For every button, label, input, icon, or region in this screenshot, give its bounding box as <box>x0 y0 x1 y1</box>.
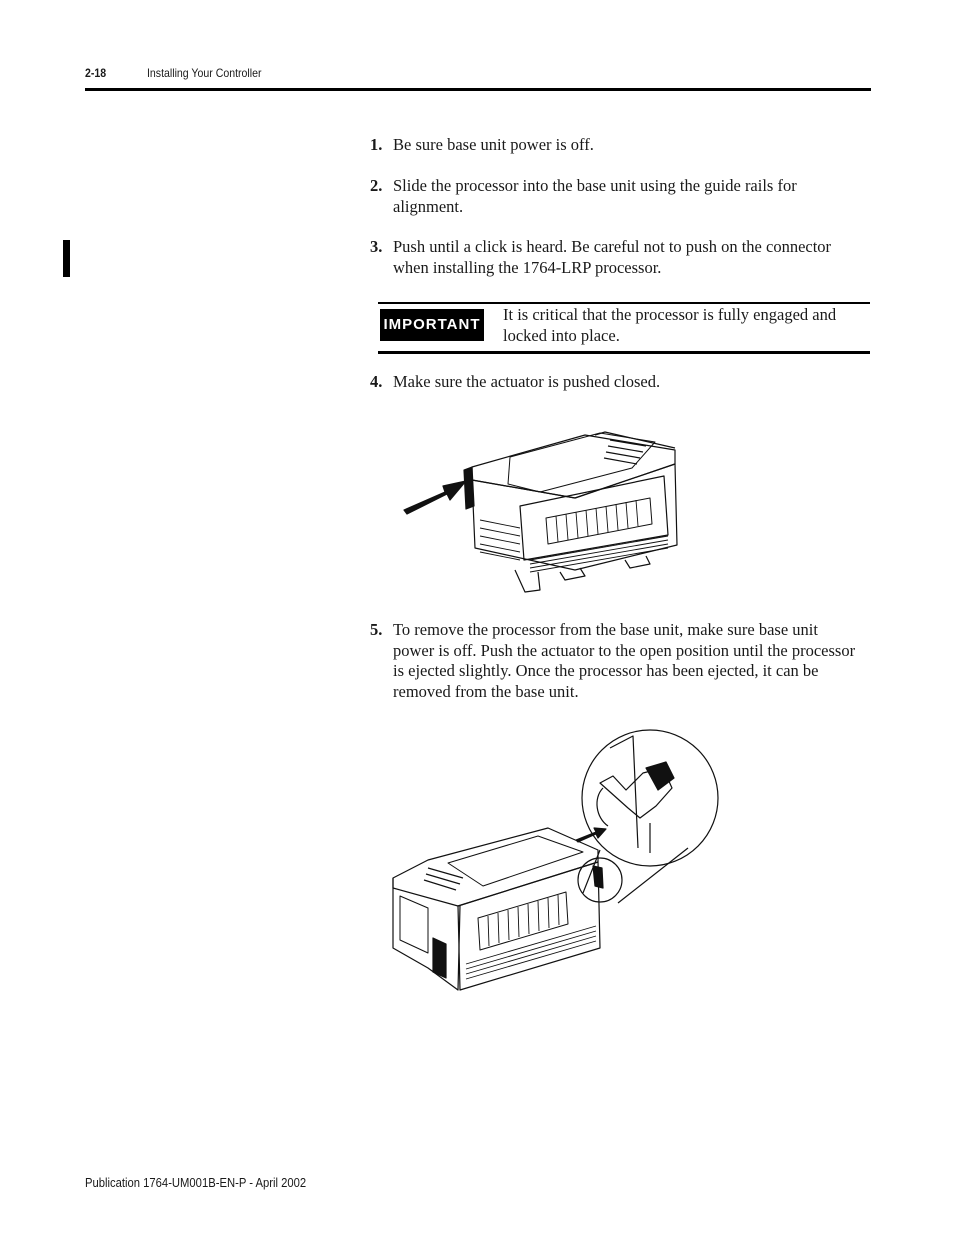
step-4 <box>370 372 860 393</box>
important-note <box>378 302 870 354</box>
step-3 <box>370 237 860 278</box>
note-top-rule <box>378 302 870 304</box>
step-number: 1. <box>370 135 383 154</box>
step-text: Be sure base unit power is off. <box>393 135 594 154</box>
step-text: Make sure the actuator is pushed closed. <box>393 372 661 391</box>
step-text: To remove the processor from the base unit, make sure base unit power is off. Push the actuator to the open position until the processor is ejected slightly. Once the processor has been ejected, it can be removed from the base unit. <box>393 620 856 701</box>
step-number: 2. <box>370 176 383 195</box>
step-text: Push until a click is heard. Be careful not to push on the connector when installing the 1764-LRP processor. <box>393 237 832 277</box>
arrow-icon <box>404 481 466 514</box>
step-number: 3. <box>370 237 383 256</box>
step-1 <box>370 135 860 156</box>
page-header <box>85 66 871 92</box>
note-bottom-rule <box>378 351 870 354</box>
arrow-icon <box>576 828 606 842</box>
page-footer: Publication 1764-UM001B-EN-P - April 2002 <box>85 1176 307 1190</box>
figure-actuator-open <box>388 728 723 996</box>
controller-removal-illustration <box>388 728 723 996</box>
section-title: Installing Your Controller <box>147 66 262 80</box>
controller-illustration <box>400 420 685 598</box>
figure-actuator-closed <box>400 420 685 598</box>
step-number: 5. <box>370 620 383 639</box>
step-text: Slide the processor into the base unit using the guide rails for alignment. <box>393 176 797 216</box>
important-label: IMPORTANT <box>380 309 484 341</box>
header-rule <box>85 88 871 91</box>
step-5 <box>370 620 860 702</box>
step-number: 4. <box>370 372 383 391</box>
important-text: It is critical that the processor is fully engaged and locked into place. <box>503 305 837 345</box>
page-number: 2-18 <box>85 66 107 80</box>
revision-change-bar <box>63 240 70 277</box>
step-2 <box>370 176 860 217</box>
